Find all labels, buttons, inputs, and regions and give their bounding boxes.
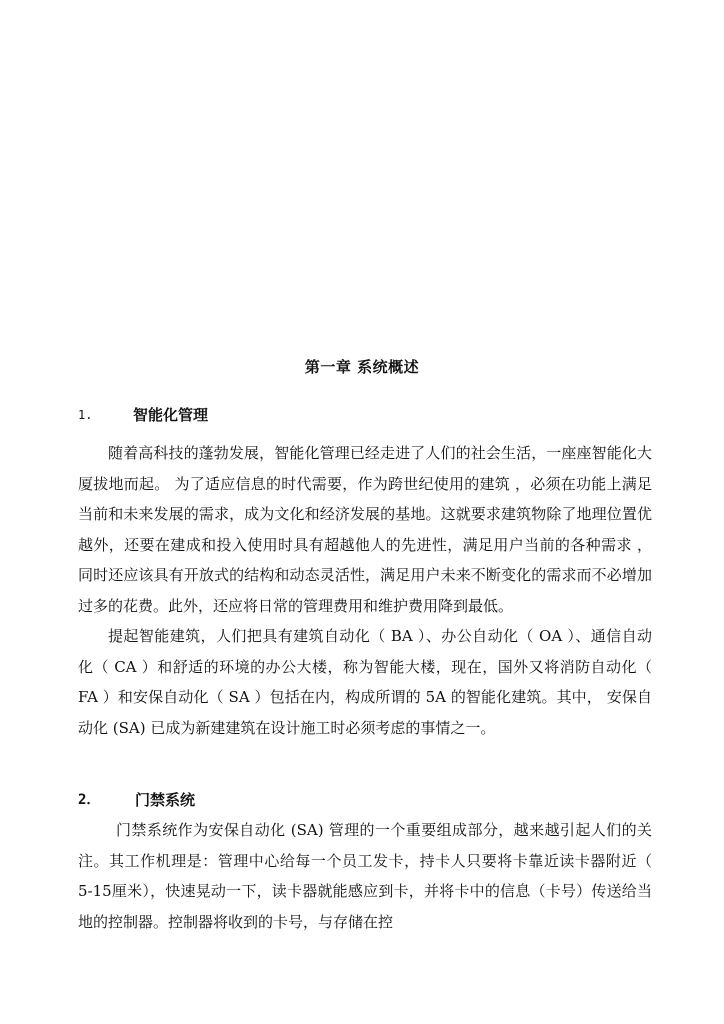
section-title: 门禁系统 (135, 791, 196, 809)
section-title: 智能化管理 (133, 406, 209, 424)
paragraph: 门禁系统作为安保自动化 (SA) 管理的一个重要组成部分，越来越引起人们的关注。其工作机理是：管理中心给每一个员工发卡，持卡人只要将卡靠近读卡器附近（ 5-15厘米），快速晃动一下，读卡器就能感应到卡，并将卡中的信息（卡号）传送给当地的控制器。控制器将收到的卡号，与存储在控 (78, 821, 652, 931)
section-number: 2． (78, 792, 101, 808)
section-heading-2 (78, 788, 195, 812)
chapter-title: 第一章 系统概述 (304, 358, 420, 376)
paragraph: 提起智能建筑，人们把具有建筑自动化（ BA ）、办公自动化（ OA ）、通信自动化（ CA ）和舒适的环境的办公大楼，称为智能大楼，现在，国外又将消防自动化（ FA ）和安保自动化（ SA ）包括在内，构成所谓的 5A 的智能化建筑。其中， 安保自动化 (SA) 已成为新建建筑在设计施工时必须考虑的事情之一。 (78, 627, 652, 737)
paragraph: 随着高科技的蓬勃发展，智能化管理已经走进了人们的社会生活，一座座智能化大厦拔地而起。 为了适应信息的时代需要，作为跨世纪使用的建筑 ，必须在功能上满足当前和未来发展的需求，成为文化和经济发展的基地。这就要求建筑物除了地理位置优越外，还要在建成和投入使用时具有超越他人的先进性，满足用户当前的各种需求 ， 同时还应该具有开放式的结构和动态灵活性，满足用户未来不断变化的需求而不必增加过多的花费。此外，还应将日常的管理费用和维护费用降到最低。 (78, 444, 652, 615)
section-number: 1. (78, 408, 93, 422)
section-heading-1 (78, 403, 208, 427)
